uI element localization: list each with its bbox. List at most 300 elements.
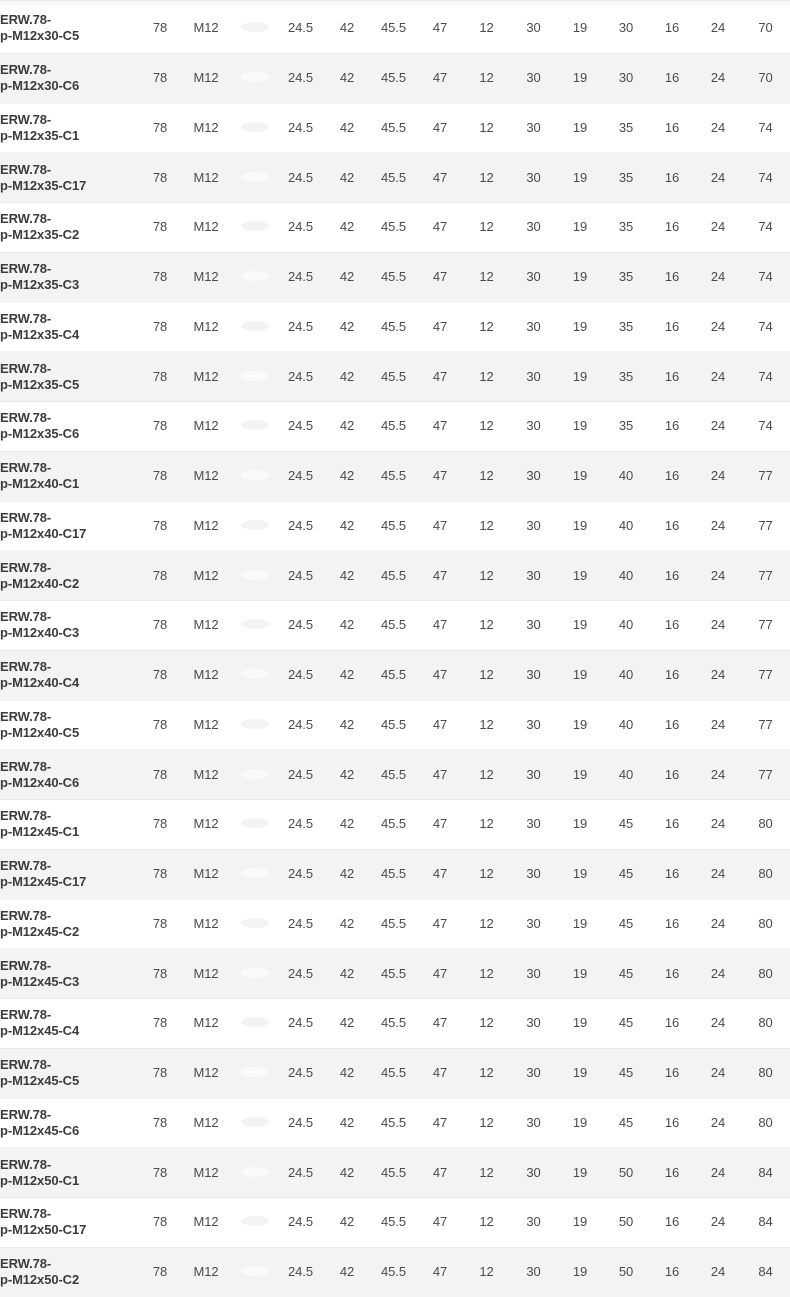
- value-cell: 19: [557, 650, 603, 700]
- part-code-line1: ERW.78-: [0, 1157, 140, 1173]
- value-cell: 42: [324, 203, 370, 253]
- value-cell: 16: [649, 650, 695, 700]
- value-cell: 24.5: [277, 601, 324, 651]
- product-photo-placeholder-icon: [241, 122, 269, 132]
- product-photo-placeholder-icon: [241, 420, 269, 430]
- product-photo-placeholder-icon: [241, 619, 269, 629]
- table-row[interactable]: [0, 899, 790, 949]
- table-row[interactable]: [0, 601, 790, 651]
- value-cell: 12: [463, 103, 510, 153]
- part-code-line2: p-M12x35-C1: [0, 128, 140, 144]
- table-row[interactable]: [0, 302, 790, 352]
- part-code-cell: [0, 451, 140, 501]
- product-thumbnail-cell: [232, 402, 277, 452]
- value-cell: 45.5: [370, 501, 417, 551]
- value-cell: M12: [180, 252, 232, 302]
- value-cell: 47: [417, 302, 463, 352]
- table-row[interactable]: [0, 551, 790, 601]
- value-cell: 30: [510, 899, 557, 949]
- value-cell: 78: [140, 352, 180, 402]
- value-cell: 16: [649, 551, 695, 601]
- table-row[interactable]: [0, 800, 790, 850]
- part-code-cell: [0, 551, 140, 601]
- value-cell: 24.5: [277, 103, 324, 153]
- value-cell: 78: [140, 103, 180, 153]
- value-cell: 19: [557, 451, 603, 501]
- value-cell: 78: [140, 4, 180, 54]
- value-cell: 19: [557, 601, 603, 651]
- value-cell: 12: [463, 700, 510, 750]
- value-cell: 74: [741, 203, 790, 253]
- part-code-line2: p-M12x40-C6: [0, 775, 140, 791]
- product-thumbnail-cell: [232, 849, 277, 899]
- table-row[interactable]: [0, 1148, 790, 1198]
- value-cell: 16: [649, 750, 695, 800]
- value-cell: 78: [140, 551, 180, 601]
- value-cell: 45: [603, 899, 649, 949]
- part-code-line1: ERW.78-: [0, 261, 140, 277]
- value-cell: 45.5: [370, 1098, 417, 1148]
- value-cell: 19: [557, 302, 603, 352]
- part-code-line1: ERW.78-: [0, 1057, 140, 1073]
- parts-table-body: [0, 4, 790, 1297]
- value-cell: 24: [695, 153, 741, 203]
- value-cell: 78: [140, 899, 180, 949]
- part-code-line2: p-M12x45-C2: [0, 924, 140, 940]
- value-cell: 45: [603, 1098, 649, 1148]
- part-code-cell: [0, 203, 140, 253]
- value-cell: 47: [417, 601, 463, 651]
- value-cell: 19: [557, 1247, 603, 1297]
- value-cell: 35: [603, 153, 649, 203]
- value-cell: 40: [603, 501, 649, 551]
- value-cell: 45.5: [370, 1198, 417, 1248]
- value-cell: 24: [695, 650, 741, 700]
- value-cell: M12: [180, 899, 232, 949]
- value-cell: 47: [417, 551, 463, 601]
- value-cell: 47: [417, 451, 463, 501]
- value-cell: 24: [695, 402, 741, 452]
- value-cell: 77: [741, 451, 790, 501]
- value-cell: 45.5: [370, 750, 417, 800]
- value-cell: 12: [463, 1148, 510, 1198]
- part-code-cell: [0, 1098, 140, 1148]
- value-cell: 42: [324, 1048, 370, 1098]
- value-cell: M12: [180, 402, 232, 452]
- value-cell: 16: [649, 203, 695, 253]
- product-photo-placeholder-icon: [241, 470, 269, 480]
- value-cell: 16: [649, 1247, 695, 1297]
- table-row[interactable]: [0, 53, 790, 103]
- table-row[interactable]: [0, 1048, 790, 1098]
- value-cell: 78: [140, 1048, 180, 1098]
- product-thumbnail-cell: [232, 1198, 277, 1248]
- value-cell: 45.5: [370, 1148, 417, 1198]
- value-cell: 45.5: [370, 153, 417, 203]
- product-photo-placeholder-icon: [241, 172, 269, 182]
- product-photo-placeholder-icon: [241, 271, 269, 281]
- part-code-cell: [0, 849, 140, 899]
- value-cell: 30: [510, 601, 557, 651]
- value-cell: 16: [649, 501, 695, 551]
- product-thumbnail-cell: [232, 700, 277, 750]
- value-cell: 45.5: [370, 800, 417, 850]
- value-cell: 19: [557, 153, 603, 203]
- value-cell: 16: [649, 302, 695, 352]
- table-row[interactable]: [0, 949, 790, 999]
- value-cell: 45.5: [370, 1048, 417, 1098]
- value-cell: 45.5: [370, 949, 417, 999]
- value-cell: 24.5: [277, 650, 324, 700]
- value-cell: 35: [603, 352, 649, 402]
- product-photo-placeholder-icon: [241, 371, 269, 381]
- value-cell: 47: [417, 1098, 463, 1148]
- value-cell: 24.5: [277, 302, 324, 352]
- value-cell: 45: [603, 949, 649, 999]
- value-cell: M12: [180, 750, 232, 800]
- value-cell: 74: [741, 153, 790, 203]
- value-cell: 45.5: [370, 103, 417, 153]
- value-cell: 77: [741, 750, 790, 800]
- value-cell: 16: [649, 1048, 695, 1098]
- value-cell: 24.5: [277, 451, 324, 501]
- value-cell: 24: [695, 501, 741, 551]
- value-cell: 45: [603, 849, 649, 899]
- value-cell: 12: [463, 252, 510, 302]
- value-cell: 30: [510, 153, 557, 203]
- value-cell: 47: [417, 352, 463, 402]
- product-photo-placeholder-icon: [241, 1266, 269, 1276]
- product-thumbnail-cell: [232, 252, 277, 302]
- value-cell: 16: [649, 402, 695, 452]
- value-cell: M12: [180, 1198, 232, 1248]
- part-code-line2: p-M12x35-C6: [0, 426, 140, 442]
- value-cell: 16: [649, 1098, 695, 1148]
- value-cell: 77: [741, 501, 790, 551]
- value-cell: 78: [140, 402, 180, 452]
- value-cell: 78: [140, 650, 180, 700]
- value-cell: 24: [695, 302, 741, 352]
- value-cell: 45.5: [370, 4, 417, 54]
- product-photo-placeholder-icon: [241, 918, 269, 928]
- value-cell: 24.5: [277, 999, 324, 1049]
- part-code-line1: ERW.78-: [0, 12, 140, 28]
- value-cell: 19: [557, 53, 603, 103]
- table-row[interactable]: [0, 203, 790, 253]
- part-code-cell: [0, 53, 140, 103]
- value-cell: 12: [463, 650, 510, 700]
- value-cell: 42: [324, 650, 370, 700]
- part-code-cell: [0, 302, 140, 352]
- part-code-line2: p-M12x50-C1: [0, 1173, 140, 1189]
- value-cell: 24: [695, 551, 741, 601]
- product-photo-placeholder-icon: [241, 818, 269, 828]
- value-cell: 78: [140, 1148, 180, 1198]
- value-cell: 50: [603, 1247, 649, 1297]
- value-cell: 12: [463, 849, 510, 899]
- table-row[interactable]: [0, 700, 790, 750]
- value-cell: 78: [140, 501, 180, 551]
- value-cell: 84: [741, 1247, 790, 1297]
- product-thumbnail-cell: [232, 1048, 277, 1098]
- value-cell: 78: [140, 949, 180, 999]
- part-code-cell: [0, 949, 140, 999]
- value-cell: 47: [417, 203, 463, 253]
- product-thumbnail-cell: [232, 153, 277, 203]
- product-thumbnail-cell: [232, 4, 277, 54]
- value-cell: 24.5: [277, 700, 324, 750]
- value-cell: 12: [463, 4, 510, 54]
- value-cell: 12: [463, 53, 510, 103]
- table-row[interactable]: [0, 4, 790, 54]
- value-cell: 42: [324, 800, 370, 850]
- value-cell: 30: [510, 203, 557, 253]
- value-cell: 16: [649, 153, 695, 203]
- value-cell: M12: [180, 650, 232, 700]
- value-cell: 24: [695, 352, 741, 402]
- value-cell: 24: [695, 1198, 741, 1248]
- value-cell: 45.5: [370, 700, 417, 750]
- value-cell: 24.5: [277, 352, 324, 402]
- value-cell: 45.5: [370, 650, 417, 700]
- value-cell: 47: [417, 402, 463, 452]
- product-thumbnail-cell: [232, 800, 277, 850]
- value-cell: 12: [463, 999, 510, 1049]
- value-cell: 47: [417, 252, 463, 302]
- part-code-line2: p-M12x50-C17: [0, 1222, 140, 1238]
- value-cell: 77: [741, 700, 790, 750]
- table-row[interactable]: [0, 650, 790, 700]
- value-cell: 24: [695, 451, 741, 501]
- value-cell: 24: [695, 1048, 741, 1098]
- part-code-line1: ERW.78-: [0, 112, 140, 128]
- value-cell: 30: [510, 1048, 557, 1098]
- value-cell: 24.5: [277, 203, 324, 253]
- part-code-cell: [0, 501, 140, 551]
- parts-table: [0, 3, 790, 1297]
- part-code-cell: [0, 800, 140, 850]
- value-cell: 24.5: [277, 899, 324, 949]
- value-cell: 30: [510, 451, 557, 501]
- value-cell: 42: [324, 53, 370, 103]
- value-cell: 78: [140, 999, 180, 1049]
- table-row[interactable]: [0, 1198, 790, 1248]
- value-cell: 24.5: [277, 800, 324, 850]
- table-row[interactable]: [0, 153, 790, 203]
- part-code-cell: [0, 252, 140, 302]
- value-cell: 30: [510, 53, 557, 103]
- product-thumbnail-cell: [232, 53, 277, 103]
- value-cell: 47: [417, 650, 463, 700]
- value-cell: 35: [603, 252, 649, 302]
- value-cell: 40: [603, 700, 649, 750]
- part-code-cell: [0, 402, 140, 452]
- value-cell: M12: [180, 1148, 232, 1198]
- part-code-line2: p-M12x45-C6: [0, 1123, 140, 1139]
- table-row[interactable]: [0, 352, 790, 402]
- value-cell: M12: [180, 999, 232, 1049]
- value-cell: 24: [695, 4, 741, 54]
- value-cell: 30: [510, 1198, 557, 1248]
- value-cell: 84: [741, 1148, 790, 1198]
- value-cell: 16: [649, 700, 695, 750]
- value-cell: 24: [695, 800, 741, 850]
- value-cell: 47: [417, 1247, 463, 1297]
- value-cell: 19: [557, 849, 603, 899]
- table-row[interactable]: [0, 849, 790, 899]
- value-cell: 12: [463, 899, 510, 949]
- value-cell: 24: [695, 601, 741, 651]
- part-code-line1: ERW.78-: [0, 858, 140, 874]
- value-cell: 24: [695, 1098, 741, 1148]
- value-cell: 42: [324, 352, 370, 402]
- value-cell: M12: [180, 451, 232, 501]
- value-cell: 16: [649, 4, 695, 54]
- value-cell: 19: [557, 501, 603, 551]
- table-row[interactable]: [0, 750, 790, 800]
- part-code-line2: p-M12x45-C5: [0, 1073, 140, 1089]
- part-code-cell: [0, 352, 140, 402]
- value-cell: 24: [695, 1148, 741, 1198]
- value-cell: 78: [140, 153, 180, 203]
- value-cell: 24.5: [277, 153, 324, 203]
- part-code-cell: [0, 650, 140, 700]
- part-code-cell: [0, 4, 140, 54]
- value-cell: 42: [324, 4, 370, 54]
- value-cell: 12: [463, 1048, 510, 1098]
- value-cell: 42: [324, 1198, 370, 1248]
- value-cell: 24.5: [277, 1198, 324, 1248]
- part-code-cell: [0, 1247, 140, 1297]
- value-cell: 45.5: [370, 1247, 417, 1297]
- value-cell: 30: [510, 650, 557, 700]
- value-cell: 47: [417, 4, 463, 54]
- part-code-cell: [0, 899, 140, 949]
- product-photo-placeholder-icon: [241, 570, 269, 580]
- value-cell: 42: [324, 451, 370, 501]
- value-cell: M12: [180, 551, 232, 601]
- value-cell: 78: [140, 53, 180, 103]
- value-cell: M12: [180, 700, 232, 750]
- table-row[interactable]: [0, 451, 790, 501]
- value-cell: 45.5: [370, 899, 417, 949]
- part-code-line1: ERW.78-: [0, 211, 140, 227]
- value-cell: 30: [510, 1148, 557, 1198]
- value-cell: 47: [417, 53, 463, 103]
- part-code-line2: p-M12x35-C2: [0, 227, 140, 243]
- part-code-line1: ERW.78-: [0, 659, 140, 675]
- value-cell: 45.5: [370, 551, 417, 601]
- product-photo-placeholder-icon: [241, 769, 269, 779]
- table-row[interactable]: [0, 1247, 790, 1297]
- value-cell: 24.5: [277, 252, 324, 302]
- value-cell: 80: [741, 949, 790, 999]
- value-cell: 45.5: [370, 451, 417, 501]
- value-cell: 19: [557, 899, 603, 949]
- table-row[interactable]: [0, 103, 790, 153]
- value-cell: 24: [695, 1247, 741, 1297]
- value-cell: M12: [180, 203, 232, 253]
- value-cell: 24.5: [277, 402, 324, 452]
- value-cell: 24: [695, 103, 741, 153]
- value-cell: M12: [180, 302, 232, 352]
- value-cell: 42: [324, 1247, 370, 1297]
- value-cell: 50: [603, 1148, 649, 1198]
- part-code-line1: ERW.78-: [0, 1256, 140, 1272]
- value-cell: 74: [741, 402, 790, 452]
- value-cell: 70: [741, 4, 790, 54]
- part-code-line2: p-M12x40-C1: [0, 476, 140, 492]
- value-cell: 47: [417, 501, 463, 551]
- value-cell: 19: [557, 949, 603, 999]
- value-cell: 30: [510, 402, 557, 452]
- value-cell: 24.5: [277, 1098, 324, 1148]
- product-thumbnail-cell: [232, 302, 277, 352]
- part-code-cell: [0, 1048, 140, 1098]
- product-thumbnail-cell: [232, 451, 277, 501]
- table-row[interactable]: [0, 1098, 790, 1148]
- table-row[interactable]: [0, 402, 790, 452]
- value-cell: 42: [324, 700, 370, 750]
- value-cell: 24.5: [277, 1048, 324, 1098]
- part-code-line1: ERW.78-: [0, 361, 140, 377]
- value-cell: 16: [649, 352, 695, 402]
- value-cell: 78: [140, 252, 180, 302]
- value-cell: 30: [510, 302, 557, 352]
- value-cell: 78: [140, 1198, 180, 1248]
- part-code-line1: ERW.78-: [0, 560, 140, 576]
- value-cell: 80: [741, 849, 790, 899]
- value-cell: 12: [463, 451, 510, 501]
- value-cell: 19: [557, 203, 603, 253]
- table-row[interactable]: [0, 999, 790, 1049]
- table-row[interactable]: [0, 501, 790, 551]
- part-code-cell: [0, 999, 140, 1049]
- value-cell: 45.5: [370, 999, 417, 1049]
- product-photo-placeholder-icon: [241, 72, 269, 82]
- product-thumbnail-cell: [232, 999, 277, 1049]
- value-cell: 47: [417, 949, 463, 999]
- value-cell: 30: [510, 501, 557, 551]
- value-cell: 19: [557, 551, 603, 601]
- value-cell: M12: [180, 601, 232, 651]
- value-cell: 16: [649, 451, 695, 501]
- value-cell: 30: [510, 750, 557, 800]
- part-code-cell: [0, 1198, 140, 1248]
- part-code-line1: ERW.78-: [0, 709, 140, 725]
- value-cell: 12: [463, 402, 510, 452]
- value-cell: 78: [140, 302, 180, 352]
- product-thumbnail-cell: [232, 103, 277, 153]
- value-cell: 45: [603, 999, 649, 1049]
- value-cell: 45.5: [370, 601, 417, 651]
- value-cell: 42: [324, 1098, 370, 1148]
- product-thumbnail-cell: [232, 501, 277, 551]
- value-cell: 42: [324, 1148, 370, 1198]
- value-cell: 24: [695, 53, 741, 103]
- part-code-line1: ERW.78-: [0, 510, 140, 526]
- value-cell: 30: [510, 949, 557, 999]
- part-code-line1: ERW.78-: [0, 908, 140, 924]
- value-cell: 42: [324, 501, 370, 551]
- table-row[interactable]: [0, 252, 790, 302]
- part-code-line1: ERW.78-: [0, 958, 140, 974]
- product-thumbnail-cell: [232, 949, 277, 999]
- value-cell: 19: [557, 750, 603, 800]
- value-cell: 45: [603, 1048, 649, 1098]
- value-cell: 74: [741, 252, 790, 302]
- value-cell: 24.5: [277, 501, 324, 551]
